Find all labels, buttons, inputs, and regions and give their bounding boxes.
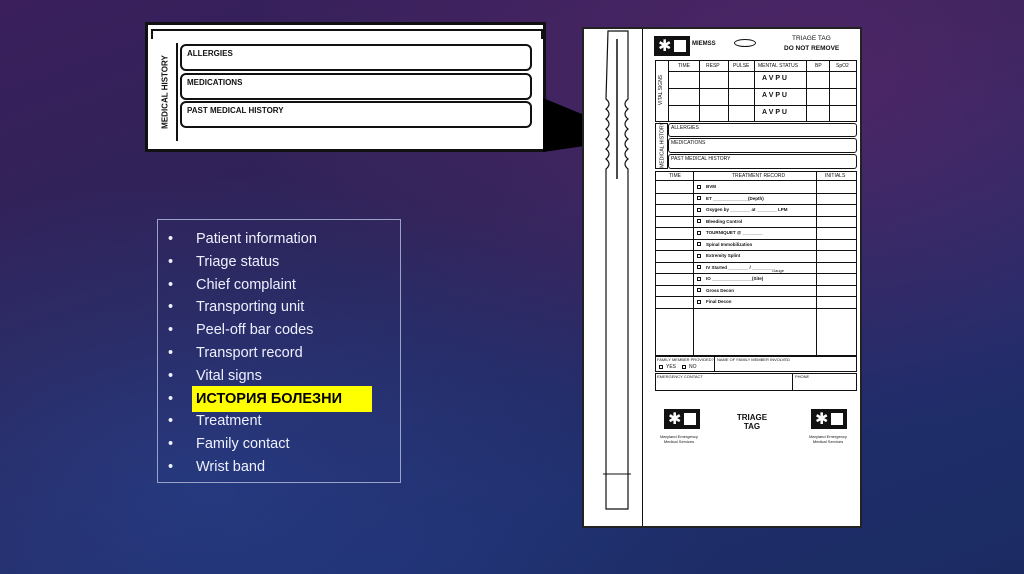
treatment-row-divider [655, 308, 857, 309]
treatment-row-divider [655, 204, 857, 205]
vitals-label: VITAL SIGNS [658, 74, 665, 106]
history-row: ALLERGIES [668, 123, 857, 137]
zoom-row-label: MEDICATIONS [187, 78, 243, 87]
list-item: • Wrist band [166, 456, 372, 479]
zoom-row-past-history [180, 101, 532, 128]
treatment-item: Final Decon [706, 299, 732, 304]
vitals-header: BP [815, 63, 822, 69]
yes-checkbox[interactable] [659, 365, 663, 369]
history-row: PAST MEDICAL HISTORY [668, 154, 857, 169]
tag-subtitle: DO NOT REMOVE [784, 45, 840, 52]
treatment-item: ET ______________(Depth) [706, 195, 764, 201]
treatment-row-divider [655, 216, 857, 217]
treatment-row-divider [655, 239, 857, 240]
zoom-row-label: PAST MEDICAL HISTORY [187, 106, 284, 115]
avpu-option: A V P U [762, 109, 787, 116]
vitals-table [655, 60, 857, 122]
no-checkbox[interactable] [682, 365, 686, 369]
vitals-header: TIME [678, 63, 690, 69]
list-item: • Triage status [166, 251, 372, 274]
footer-title: TRIAGE TAG [736, 413, 768, 431]
list-item: • Vital signs [166, 365, 372, 388]
avpu-option: A V P U [762, 92, 787, 99]
vitals-header: MENTAL STATUS [758, 63, 799, 69]
family-name-label: NAME OF FAMILY MEMBER INVOLVED [717, 357, 790, 362]
treatment-row-divider [655, 193, 857, 194]
zoom-side-label-box [154, 43, 178, 141]
barcode-oval [734, 39, 756, 47]
zoom-side-label: MEDICAL HISTORY [160, 55, 170, 129]
list-item: • Transport record [166, 342, 372, 365]
wrist-band [598, 29, 638, 524]
list-item: • Transporting unit [166, 296, 372, 319]
vitals-header: PULSE [733, 63, 750, 69]
treatment-checkbox[interactable] [697, 242, 701, 246]
zoom-row-allergies [180, 44, 532, 71]
treatment-header: INITIALS [825, 173, 846, 179]
vitals-header: SpO2 [836, 63, 849, 69]
treatment-item: IO ________________(Site) [706, 276, 764, 281]
footer-org-right: Maryland Emergency Medical Services [809, 434, 847, 444]
treatment-row-divider [655, 227, 857, 228]
gauge-label: Gauge [772, 268, 785, 273]
treatment-row-divider [655, 285, 857, 286]
treatment-checkbox[interactable] [697, 277, 701, 281]
treatment-item: Oxygen by ________ at ________ LPM [706, 207, 788, 212]
treatment-header: TREATMENT RECORD [732, 173, 786, 179]
treatment-row-divider [655, 250, 857, 251]
medical-history-zoom-inset [145, 22, 546, 152]
treatment-item: IV Started ________ / ________ [706, 264, 773, 270]
treatment-checkbox[interactable] [697, 219, 701, 223]
zoom-row-medications [180, 73, 532, 100]
zoom-row-label: ALLERGIES [187, 49, 233, 58]
treatment-row-divider [655, 262, 857, 263]
history-label: MEDICAL HISTORY [659, 122, 666, 168]
svg-text:✱: ✱ [668, 409, 682, 428]
treatment-item: Extremity Splint [706, 253, 741, 258]
list-item-highlighted: • ИСТОРИЯ БОЛЕЗНИ [166, 388, 372, 411]
svg-text:✱: ✱ [658, 36, 672, 55]
list-item: • Family contact [166, 433, 372, 456]
footer-logo-left [664, 407, 700, 431]
tag-org: MIEMSS [692, 41, 716, 47]
treatment-item: BVM [706, 184, 716, 189]
treatment-item: Bleeding Control [706, 218, 743, 224]
no-label: NO [689, 364, 697, 370]
feature-list-box [157, 219, 401, 483]
svg-text:✱: ✱ [815, 409, 829, 428]
footer-logo-right [811, 407, 847, 431]
tag-title: TRIAGE TAG [792, 35, 831, 42]
star-of-life-logo [654, 34, 690, 58]
footer-org-left: Maryland Emergency Medical Services [660, 434, 698, 444]
treatment-checkbox[interactable] [697, 265, 701, 269]
list-item: • Treatment [166, 410, 372, 433]
zoom-top-edge [151, 29, 543, 39]
vitals-header: RESP [706, 63, 720, 69]
emergency-contact-label: EMERGENCY CONTACT [657, 374, 703, 379]
list-item: • Patient information [166, 228, 372, 251]
treatment-checkbox[interactable] [697, 185, 701, 189]
treatment-item: Gross Decon [706, 287, 735, 293]
treatment-item: TOURNIQUET @ ________ [706, 230, 763, 235]
triage-tag [582, 27, 862, 528]
treatment-checkbox[interactable] [697, 196, 701, 200]
treatment-checkbox[interactable] [697, 208, 701, 212]
phone-label: PHONE [795, 374, 810, 379]
treatment-item: Spinal Immobilization [706, 241, 753, 247]
list-item: • Chief complaint [166, 274, 372, 297]
avpu-option: A V P U [762, 75, 787, 82]
yes-label: YES [666, 364, 677, 370]
list-item: • Peel-off bar codes [166, 319, 372, 342]
treatment-row-divider [655, 273, 857, 274]
history-row: MEDICATIONS [668, 138, 857, 153]
treatment-row-divider [655, 296, 857, 297]
treatment-checkbox[interactable] [697, 254, 701, 258]
treatment-checkbox[interactable] [697, 231, 701, 235]
treatment-checkbox[interactable] [697, 288, 701, 292]
treatment-checkbox[interactable] [697, 300, 701, 304]
treatment-header: TIME [669, 173, 681, 179]
family-notified-label: FAMILY MEMBER PROVIDED? [657, 357, 714, 362]
perforation-line [642, 29, 643, 526]
